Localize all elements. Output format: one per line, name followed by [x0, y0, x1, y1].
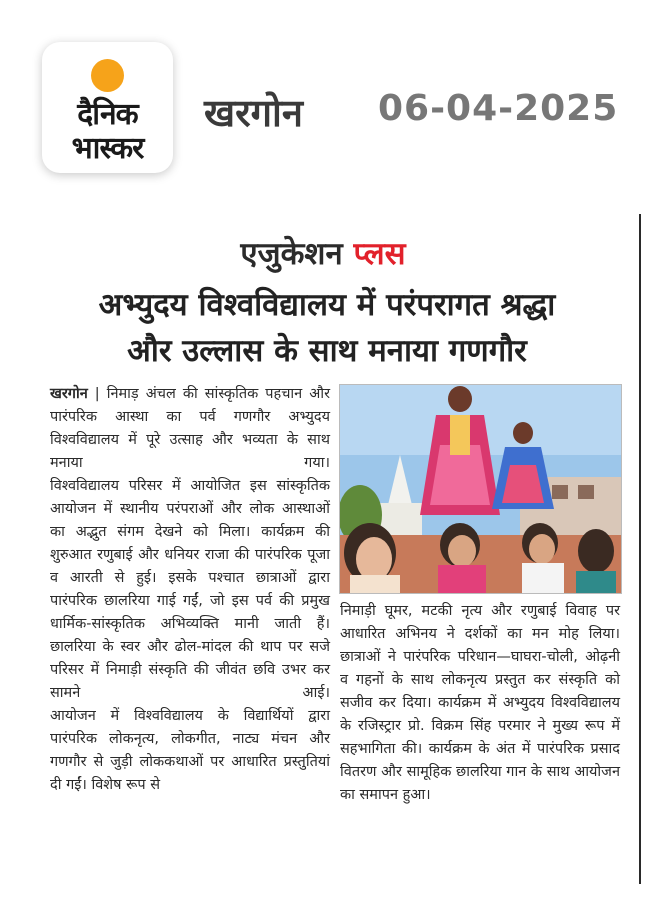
article-column-1 — [50, 383, 330, 797]
paragraph-text: निमाड़ अंचल की सांस्कृतिक पहचान और पारंपरिक आस्था का पर्व गणगौर अभ्युदय विश्वविद्यालय में पूरे उत्साह और भव्यता के साथ मनाया गया। — [50, 386, 330, 471]
edition-city: खरगोन — [204, 91, 303, 135]
dateline: खरगोन — [50, 386, 88, 402]
edition-date: 06-04-2025 — [378, 88, 619, 129]
kicker-plus: प्लस — [353, 236, 406, 272]
article-column-2 — [340, 600, 620, 807]
article-paragraph: आयोजन में विश्वविद्यालय के विद्यार्थियों द्वारा पारंपरिक लोकनृत्य, लोकगीत, नाट्य मंचन और गणगौर से जुड़ी लोककथाओं पर आधारित प्रस्तुतियां दी गईं। विशेष रूप से — [50, 708, 330, 793]
column-rule — [639, 214, 641, 884]
article-paragraph: निमाड़ी घूमर, मटकी नृत्य और रणुबाई विवाह पर आधारित अभिनय ने दर्शकों का मन मोह लिया। छात्राओं ने पारंपरिक परिधान—घाघरा-चोली, ओढ़नी व गहनों के साथ लोकनृत्य प्रस्तुत कर संस्कृति को सजीव कर दिया। कार्यक्रम में अभ्युदय विश्वविद्यालय के रजिस्ट्रार प्रो. विक्रम सिंह परमार ने मुख्य रूप में सहभागिता की। कार्यक्रम के अंत में पारंपरिक प्रसाद वितरण और सामूहिक छालरिया गान के साथ आयोजन का समापन हुआ। — [340, 603, 620, 803]
dainik-bhaskar-logo — [42, 42, 173, 173]
article-paragraph: विश्वविद्यालय परिसर में आयोजित इस सांस्कृतिक आयोजन में स्थानीय परंपराओं और लोक आस्थाओं का अद्भुत संगम देखने को मिला। कार्यक्रम की शुरुआत रणुबाई और धनियर राजा की पारंपरिक पूजा व आरती से हुई। इसके पश्चात छात्राओं द्वारा पारंपरिक छालरिया गाई गईं, जो इस पर्व की प्रमुख धार्मिक-सांस्कृतिक अभिव्यक्ति मानी जाती हैं। छालरिया के स्वर और ढोल-मांदल की थाप पर सजे परिसर में निमाड़ी संस्कृति की जीवंत छवि उभर कर सामने आई। — [50, 478, 330, 701]
section-kicker — [0, 232, 646, 274]
gangaur-celebration-image — [340, 385, 621, 593]
article-paragraph: खरगोन | निमाड़ अंचल की सांस्कृतिक पहचान और पारंपरिक आस्था का पर्व गणगौर अभ्युदय विश्वविद्यालय में पूरे उत्साह और भव्यता के साथ मनाया गया। — [50, 386, 330, 471]
event-photo — [339, 384, 622, 594]
logo-text-line1: दैनिक — [77, 97, 138, 132]
sun-icon — [91, 59, 124, 92]
kicker-education: एजुकेशन — [240, 236, 343, 272]
logo-text-line2: भास्कर — [71, 131, 144, 166]
headline-line2: और उल्लास के साथ मनाया गणगौर — [127, 333, 527, 369]
headline-line1: अभ्युदय विश्वविद्यालय में परंपरागत श्रद्धा — [98, 287, 556, 323]
article-headline — [22, 282, 632, 374]
